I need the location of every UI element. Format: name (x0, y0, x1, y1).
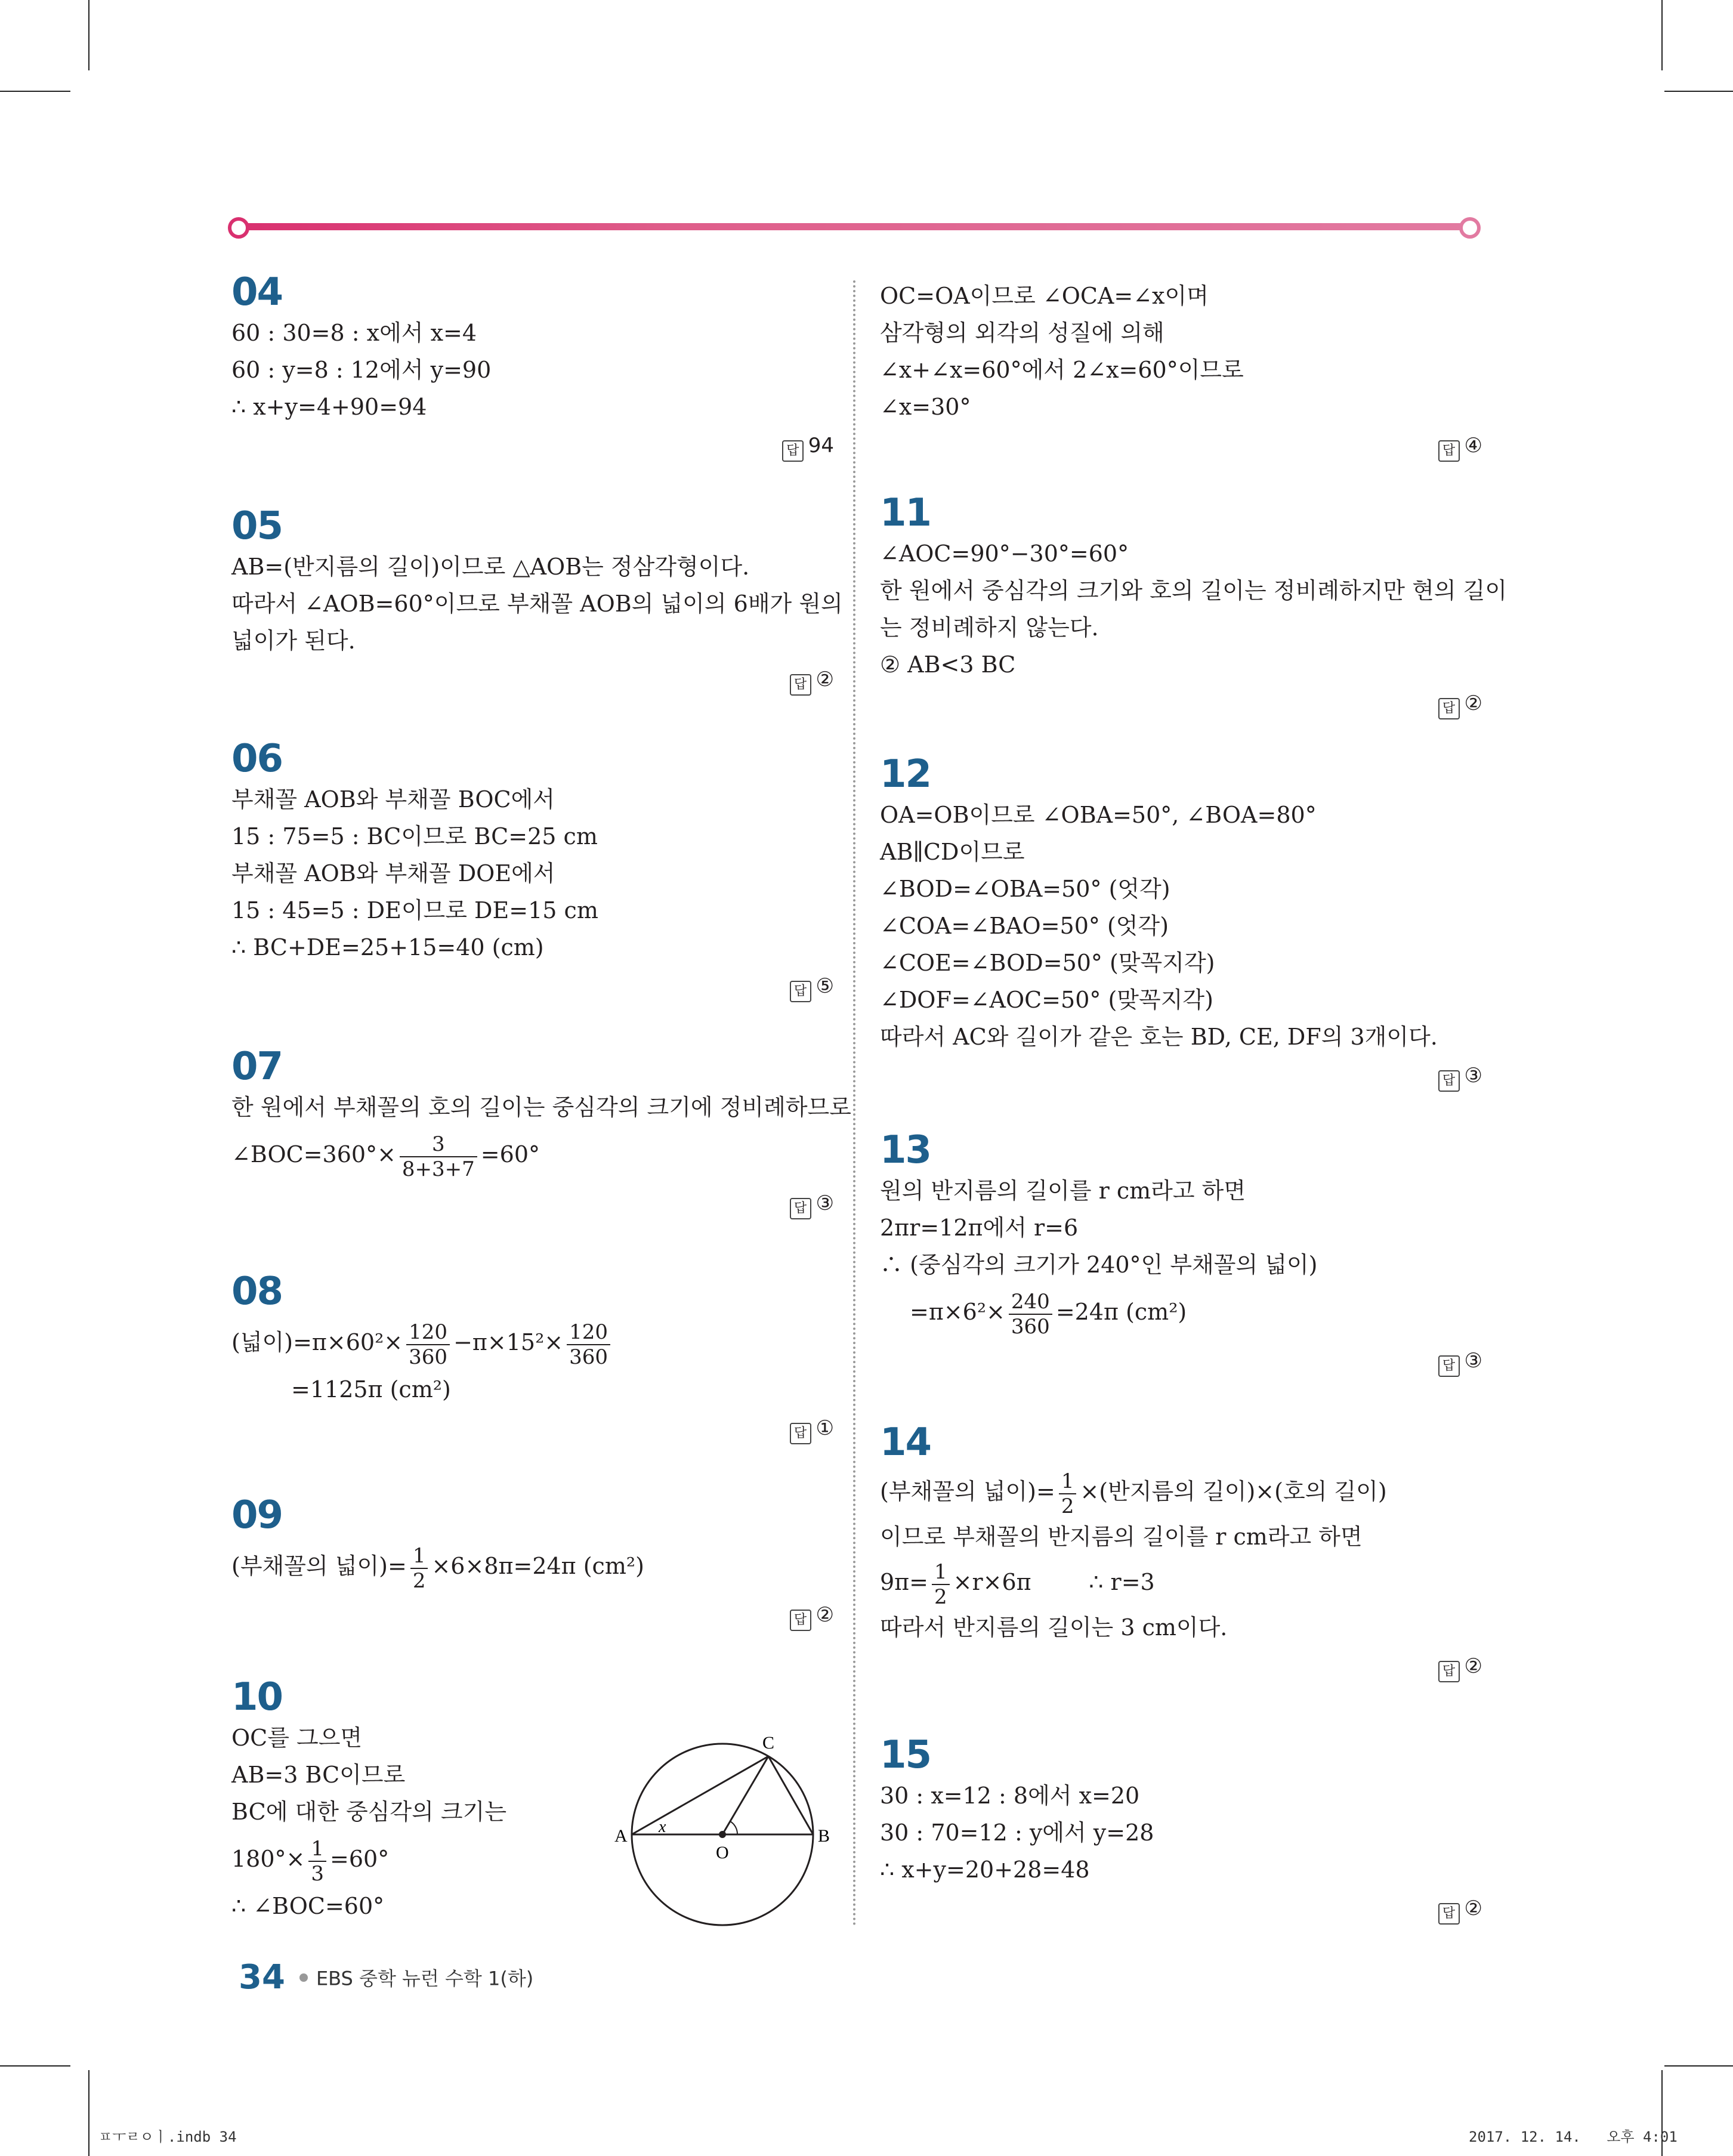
print-file-info: ㅍㅜㄹㅇㅣ.indb 34 (98, 2129, 237, 2145)
denominator: 360 (409, 1345, 448, 1369)
answer-value: ① (815, 1416, 834, 1440)
solution-line: 30 : x=12 : 8에서 x=20 (880, 1783, 1140, 1809)
solution-line: ∠COA=∠BAO=50° (엇각) (880, 913, 1169, 939)
problem-09 (231, 1494, 834, 1631)
problem-number: 05 (231, 504, 283, 548)
fraction (932, 1560, 950, 1609)
crop-mark (1664, 91, 1733, 92)
solution-line: ∠COE=∠BOD=50° (맞꼭지각) (880, 950, 1215, 976)
eq-text: ×6×8π=24π (cm²) (431, 1553, 644, 1579)
denominator: 3 (311, 1861, 325, 1886)
problem-number: 15 (880, 1733, 931, 1777)
solution-line: 15 : 75=5 : BC이므로 BC=25 cm (231, 823, 598, 850)
problem-number: 12 (880, 752, 931, 796)
answer-value: ② (815, 668, 834, 691)
solution-line: 원의 반지름의 길이를 r cm라고 하면 (880, 1178, 1246, 1204)
eq-text: ×r×6π ∴ r=3 (953, 1569, 1155, 1595)
problem-number: 08 (231, 1269, 283, 1314)
fraction (1059, 1469, 1077, 1518)
equation-line (880, 1283, 1482, 1340)
solution-line: ∠BOD=∠OBA=50° (엇각) (880, 876, 1170, 902)
answer (880, 434, 1482, 462)
solution-line: ∴ (중심각의 크기가 240°인 부채꼴의 넓이) (880, 1252, 1318, 1278)
solution-line: 한 원에서 부채꼴의 호의 길이는 중심각의 크기에 정비례하므로 (231, 1094, 851, 1120)
solution-line: ∠AOC=90°−30°=60° (880, 540, 1129, 567)
solution-line: 60 : 30=8 : x에서 x=4 (231, 320, 477, 346)
solution-line: 따라서 반지름의 길이는 3 cm이다. (880, 1614, 1228, 1641)
eq-text: =24π (cm²) (1055, 1299, 1187, 1325)
problem-05 (231, 504, 843, 696)
answer (231, 1603, 834, 1631)
solution-line: 15 : 45=5 : DE이므로 DE=15 cm (231, 897, 598, 923)
numerator: 1 (410, 1544, 428, 1569)
numerator: 3 (400, 1132, 477, 1157)
figure-radius-oc (722, 1756, 768, 1834)
answer-value: ③ (1464, 1064, 1482, 1088)
problem-14 (880, 1422, 1482, 1682)
page-footer (239, 1958, 533, 1997)
solution-line: ∠x=30° (880, 394, 971, 420)
problem-07 (231, 1045, 851, 1219)
numerator: 240 (1009, 1290, 1052, 1315)
eq-text: (부채꼴의 넓이)= (231, 1553, 407, 1579)
header-bar-dot-left (228, 217, 249, 239)
problem-04 (231, 271, 834, 462)
figure-angle-arc (730, 1821, 737, 1834)
answer-mark-icon: 답 (790, 1198, 811, 1219)
bullet-icon (299, 1973, 308, 1982)
answer-mark-icon: 답 (1438, 440, 1460, 462)
problem-number: 06 (231, 737, 283, 781)
solution-line: 2πr=12π에서 r=6 (880, 1215, 1079, 1241)
solution-line: ∴ x+y=20+28=48 (880, 1857, 1090, 1883)
problem-number: 04 (231, 270, 283, 314)
eq-text: −π×15²× (453, 1329, 564, 1355)
answer (880, 1654, 1482, 1682)
solution-line: 30 : 70=12 : y에서 y=28 (880, 1820, 1154, 1846)
denominator: 360 (1011, 1314, 1050, 1339)
page-number: 34 (239, 1958, 285, 1997)
denominator: 8+3+7 (401, 1157, 475, 1181)
answer-value: ③ (815, 1191, 834, 1215)
header-bar-line (237, 223, 1471, 230)
answer (231, 1416, 834, 1444)
problem-08 (231, 1271, 834, 1444)
answer (231, 1191, 834, 1219)
solution-line: 따라서 ∠AOB=60°이므로 부채꼴 AOB의 넓이의 6배가 원의 (231, 591, 843, 617)
fraction (410, 1544, 428, 1593)
eq-text: =60° (330, 1846, 390, 1872)
eq-text: ×(반지름의 길이)×(호의 길이) (1080, 1478, 1387, 1505)
fraction (406, 1320, 450, 1369)
fraction (1009, 1290, 1052, 1339)
problem-13 (880, 1129, 1482, 1377)
problem-11 (880, 491, 1508, 719)
fraction (308, 1837, 326, 1886)
answer (231, 434, 834, 462)
denominator: 2 (412, 1568, 426, 1593)
solution-line: OC를 그으면 (231, 1725, 363, 1751)
problem-number: 10 (231, 1675, 283, 1719)
crop-mark (88, 0, 89, 70)
column-divider (853, 280, 855, 1927)
header-bar-dot-right (1459, 217, 1481, 239)
problem-12 (880, 753, 1482, 1092)
solution-line: AB=3 BC이므로 (231, 1762, 406, 1788)
problem-10 (231, 1676, 834, 1925)
eq-text: (부채꼴의 넓이)= (880, 1478, 1055, 1505)
figure-label-c: C (762, 1733, 775, 1753)
numerator: 1 (1059, 1469, 1077, 1494)
answer-value: ② (1464, 1896, 1482, 1920)
eq-text: 9π= (880, 1569, 928, 1595)
problem-15 (880, 1734, 1482, 1925)
answer (880, 691, 1482, 719)
answer-mark-icon: 답 (790, 674, 811, 696)
eq-text: ∠BOC=360°× (231, 1141, 396, 1167)
crop-mark (0, 2065, 70, 2067)
answer-mark-icon: 답 (1438, 1355, 1460, 1377)
figure-label-b: B (818, 1826, 830, 1846)
answer-value: ⑤ (815, 974, 834, 998)
solution-line: 한 원에서 중심각의 크기와 호의 길이는 정비례하지만 현의 길이 (880, 577, 1508, 604)
answer-mark-icon: 답 (790, 1423, 811, 1444)
equation-line (231, 1126, 834, 1183)
solution-line: 삼각형의 외각의 성질에 의해 (880, 320, 1164, 346)
solution-line: AB=(반지름의 길이)이므로 △AOB는 정삼각형이다. (231, 554, 750, 580)
denominator: 2 (934, 1584, 947, 1609)
answer-value: 94 (808, 434, 834, 458)
fraction (400, 1132, 477, 1181)
solution-line: BC에 대한 중심각의 크기는 (231, 1799, 507, 1825)
numerator: 1 (308, 1837, 326, 1862)
solution-line: AB∥CD이므로 (880, 839, 1025, 865)
equation-line (880, 1555, 1482, 1609)
answer-mark-icon: 답 (1438, 1070, 1460, 1092)
solution-line: ② AB<3 BC (880, 651, 1016, 678)
eq-text: =π×6²× (910, 1299, 1005, 1325)
eq-text: (넓이)=π×60²× (231, 1329, 403, 1355)
answer-value: ④ (1464, 434, 1482, 458)
eq-text: =60° (480, 1141, 540, 1167)
figure-center-dot (719, 1831, 726, 1838)
solution-line: 부채꼴 AOB와 부채꼴 DOE에서 (231, 860, 555, 887)
solution-line: ∴ ∠BOC=60° (231, 1893, 385, 1919)
answer-mark-icon: 답 (1438, 1903, 1460, 1925)
problem-number: 13 (880, 1128, 931, 1172)
answer (231, 668, 834, 696)
solution-line: OC=OA이므로 ∠OCA=∠x이며 (880, 283, 1209, 309)
numerator: 120 (406, 1320, 450, 1345)
answer-mark-icon: 답 (790, 1610, 811, 1631)
solution-line: 부채꼴 AOB와 부채꼴 BOC에서 (231, 786, 555, 813)
crop-mark (1661, 0, 1663, 70)
answer-value: ② (1464, 691, 1482, 715)
problem-number: 09 (231, 1493, 283, 1537)
solution-line: 이므로 부채꼴의 반지름의 길이를 r cm라고 하면 (880, 1524, 1363, 1550)
answer-mark-icon: 답 (1438, 698, 1460, 719)
answer-mark-icon: 답 (782, 440, 804, 462)
eq-text: 180°× (231, 1846, 305, 1872)
answer-mark-icon: 답 (790, 981, 811, 1002)
solution-line: =1125π (cm²) (291, 1376, 451, 1403)
crop-mark (1664, 2065, 1733, 2067)
problem-number: 11 (880, 491, 931, 535)
circle-figure (613, 1709, 834, 1936)
solution-line: ∠x+∠x=60°에서 2∠x=60°이므로 (880, 357, 1244, 383)
figure-chord-cb (768, 1756, 813, 1834)
solution-line: ∴ BC+DE=25+15=40 (cm) (231, 934, 544, 960)
print-datetime: 2017. 12. 14. 오후 4:01 (1469, 2129, 1678, 2145)
problem-10-continued (880, 277, 1482, 462)
crop-mark (0, 91, 70, 92)
figure-chord-ac (632, 1756, 768, 1834)
solution-line: 넓이가 된다. (231, 628, 356, 654)
solution-line: 는 정비례하지 않는다. (880, 614, 1099, 641)
answer (880, 1064, 1482, 1092)
problem-number: 07 (231, 1045, 283, 1089)
book-title: EBS 중학 뉴런 수학 1(하) (316, 1967, 534, 1990)
numerator: 1 (932, 1560, 950, 1585)
problem-06 (231, 738, 834, 1002)
equation-line (880, 1465, 1482, 1518)
figure-label-a: A (614, 1826, 628, 1846)
answer (231, 974, 834, 1002)
answer-value: ② (815, 1603, 834, 1627)
answer (880, 1349, 1482, 1377)
denominator: 2 (1061, 1494, 1074, 1518)
solution-line: 60 : y=8 : 12에서 y=90 (231, 357, 492, 383)
answer-value: ② (1464, 1654, 1482, 1678)
fraction (567, 1320, 610, 1369)
equation-line (231, 1314, 834, 1371)
problem-number: 14 (880, 1420, 931, 1465)
solution-line: ∴ x+y=4+90=94 (231, 394, 427, 420)
denominator: 360 (569, 1345, 608, 1369)
solution-line: 따라서 AC와 길이가 같은 호는 BD, CE, DF의 3개이다. (880, 1024, 1438, 1050)
answer-mark-icon: 답 (1438, 1661, 1460, 1682)
numerator: 120 (567, 1320, 610, 1345)
answer-value: ③ (1464, 1349, 1482, 1373)
crop-mark (88, 2070, 89, 2156)
figure-label-o: O (716, 1843, 729, 1862)
equation-line (231, 1537, 834, 1595)
header-decor-bar (228, 217, 1481, 236)
figure-label-x: x (659, 1818, 666, 1836)
answer (880, 1896, 1482, 1925)
solution-line: ∠DOF=∠AOC=50° (맞꼭지각) (880, 987, 1213, 1013)
solution-line: OA=OB이므로 ∠OBA=50°, ∠BOA=80° (880, 802, 1317, 828)
